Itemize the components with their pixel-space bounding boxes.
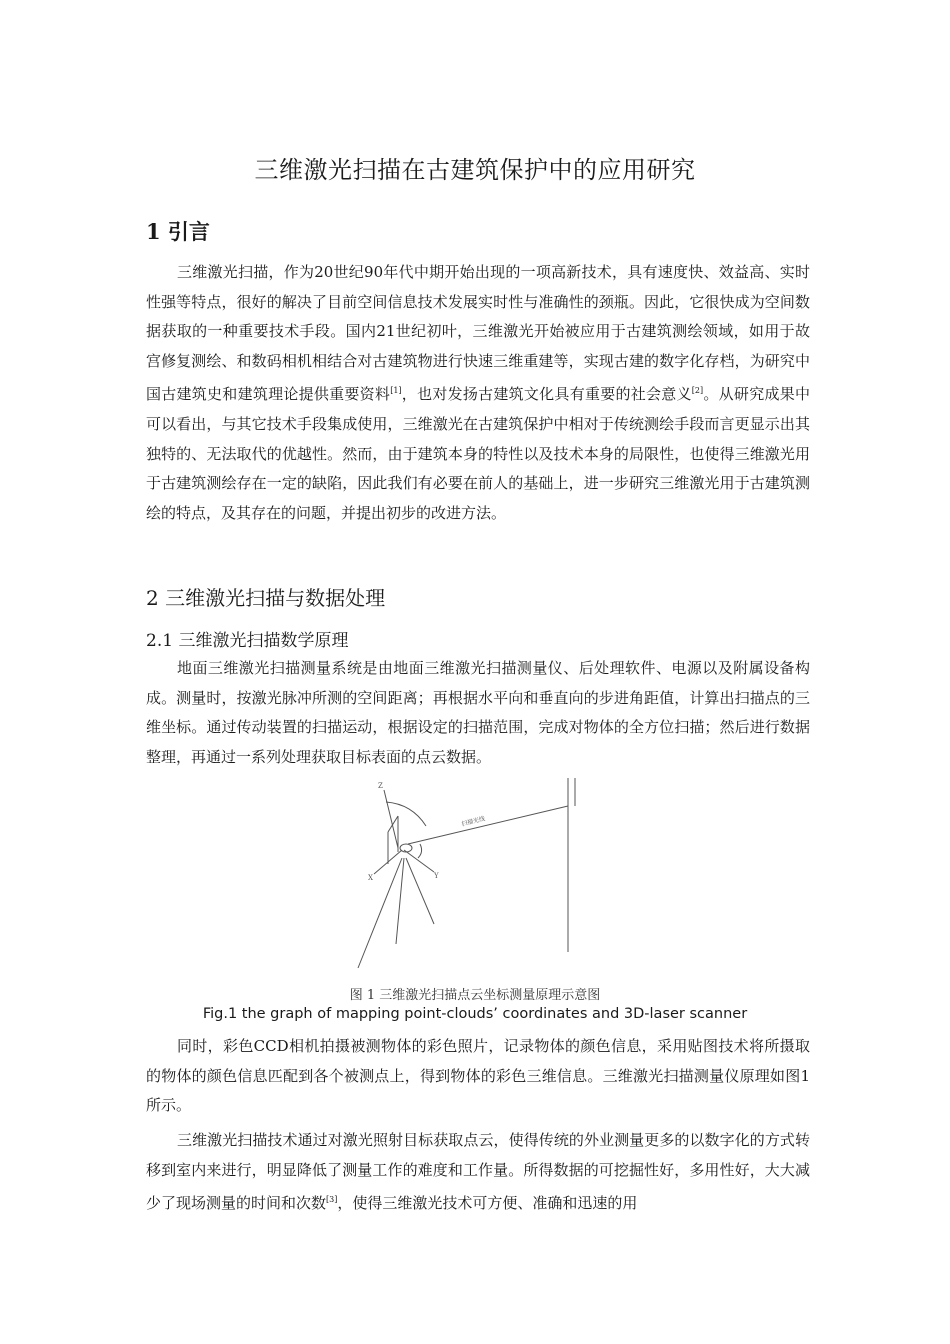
intro-text-a: 三维激光扫描，作为20世纪90年代中期开始出现的一项高新技术，具有速度快、效益高、实时性强等特点，很好的解决了目前空间信息技术发展实时性与准确性的颈瓶。因此，它很快成为空间数据获取的一种重要技术手段。国内21世纪初叶，三维激光开始被应用于古建筑测绘领域，如用于故宫修复测绘、和数码相机相结合对古建筑物进行快速三维重建等，实现古建的数字化存档，为研究中国古建筑史和建筑理论提供重要资料	[146, 263, 810, 404]
section-heading-intro: 1 引言	[146, 219, 210, 244]
citation-3: [3]	[326, 1195, 338, 1205]
intro-text-c: 。从研究成果中可以看出，与其它技术手段集成使用，三维激光在古建筑保护中相对于传统测绘手段而言更显示出其独特的、无法取代的优越性。然而，由于建筑本身的特性以及技术本身的局限性，也使得三维激光用于古建筑测绘存在一定的缺陷，因此我们有必要在前人的基础上，进一步研究三维激光用于古建筑测绘的特点，及其存在的问题，并提出初步的改进方法。	[146, 385, 810, 522]
angle-arc-small	[418, 844, 422, 858]
tripod-leg-right	[406, 858, 434, 924]
z-axis-label: Z	[378, 782, 383, 790]
citation-1: [1]	[390, 386, 402, 396]
laser-beam-line	[408, 806, 568, 844]
figure-caption-cn: 图 1 三维激光扫描点云坐标测量原理示意图	[349, 988, 601, 1003]
citation-2: [2]	[691, 386, 704, 396]
advantage-text-b: ，使得三维激光技术可方便、准确和迅速的用	[337, 1194, 638, 1213]
tripod-leg-left	[358, 858, 402, 968]
paper-title: 三维激光扫描在古建筑保护中的应用研究	[254, 156, 696, 184]
principle-paragraph: 地面三维激光扫描测量系统是由地面三维激光扫描测量仪、后处理软件、电源以及附属设备构成。测量时，按激光脉冲所测的空间距离；再根据水平向和垂直向的步进角距值，计算出扫描点的三维坐标。通过传动装置的扫描运动，根据设定的扫描范围，完成对物体的全方位扫描；然后进行数据整理，再通过一系列处理获取目标表面的点云数据。	[146, 659, 810, 766]
intro-text-b: ，也对发扬古建筑文化具有重要的社会意义	[401, 385, 692, 404]
y-axis	[404, 850, 434, 872]
section-heading-2: 2 三维激光扫描与数据处理	[146, 586, 386, 610]
intro-paragraph	[146, 258, 810, 528]
section-heading-2-1: 2.1 三维激光扫描数学原理	[146, 631, 349, 651]
scanner-frame-top	[388, 816, 398, 832]
laser-label: 扫描光线	[460, 815, 486, 828]
ccd-paragraph: 同时，彩色CCD相机拍摄被测物体的彩色照片，记录物体的颜色信息，采用贴图技术将所摄取的物体的颜色信息匹配到各个被测点上，得到物体的彩色三维信息。三维激光扫描测量仪原理如图1所示。	[146, 1037, 810, 1115]
scanner-diagram	[350, 772, 590, 972]
figure-caption-en: Fig.1 the graph of mapping point-clouds’ coordinates and 3D-laser scanner	[202, 1006, 748, 1022]
figure-1	[350, 772, 590, 972]
y-axis-label: Y	[434, 872, 439, 880]
advantage-paragraph	[146, 1126, 810, 1219]
x-axis-label: X	[368, 874, 373, 882]
scanner-head	[400, 844, 412, 852]
advantage-text-a: 三维激光扫描技术通过对激光照射目标获取点云，使得传统的外业测量更多的以数字化的方式转移到室内来进行，明显降低了测量工作的难度和工作量。所得数据的可挖掘性好，多用性好，大大减少了现场测量的时间和次数	[146, 1131, 810, 1213]
